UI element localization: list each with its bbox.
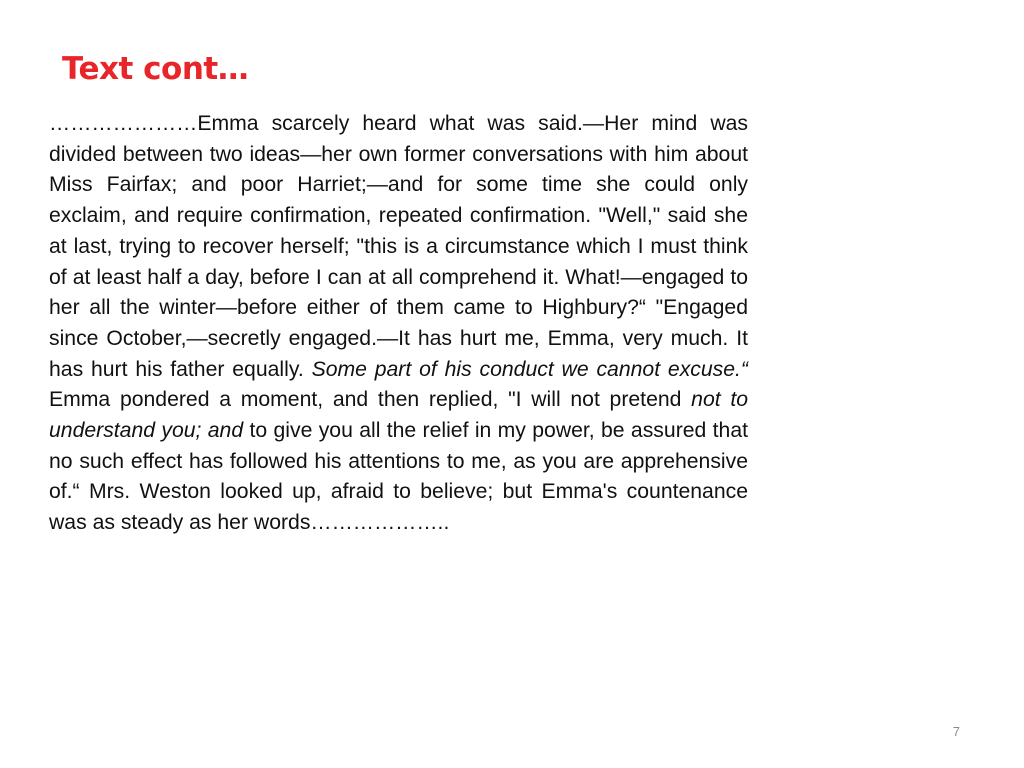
slide-title: Text cont… xyxy=(62,51,249,87)
body-text-segment-1: …………………Emma scarcely heard what was said.—Her mind was divided between two ideas—her own former conversations with him about Miss Fairfax; and poor Harriet;—and for some time she could only exclaim, and require confirmation, repeated confirmation. "Well," said she at last, trying to recover herself; "this is a circumstance which I must think of at least half a day, before I can at all comprehend it. What!—engaged to her all the winter—before either of them came to Highbury?“ "Engaged since October,—secretly engaged.—It has hurt me, Emma, very much. It has hurt his father equally. xyxy=(49,112,748,381)
body-text-italic-2: not to understand you; and xyxy=(49,388,749,443)
body-text-segment-3: to give you all the relief in my power, be assured that no such effect has followed his attentions to me, as you are apprehensive of.“ Mrs. Weston looked up, afraid to believe; but Emma's countenance was as steady as her words……………….. xyxy=(49,419,748,535)
page-number: 7 xyxy=(952,724,960,739)
body-paragraph xyxy=(49,109,748,539)
body-text-segment-2: Emma pondered a moment, and then replied, "I will not pretend xyxy=(49,388,692,412)
body-text-italic-1: Some part of his conduct we cannot excuse.“ xyxy=(311,357,748,381)
